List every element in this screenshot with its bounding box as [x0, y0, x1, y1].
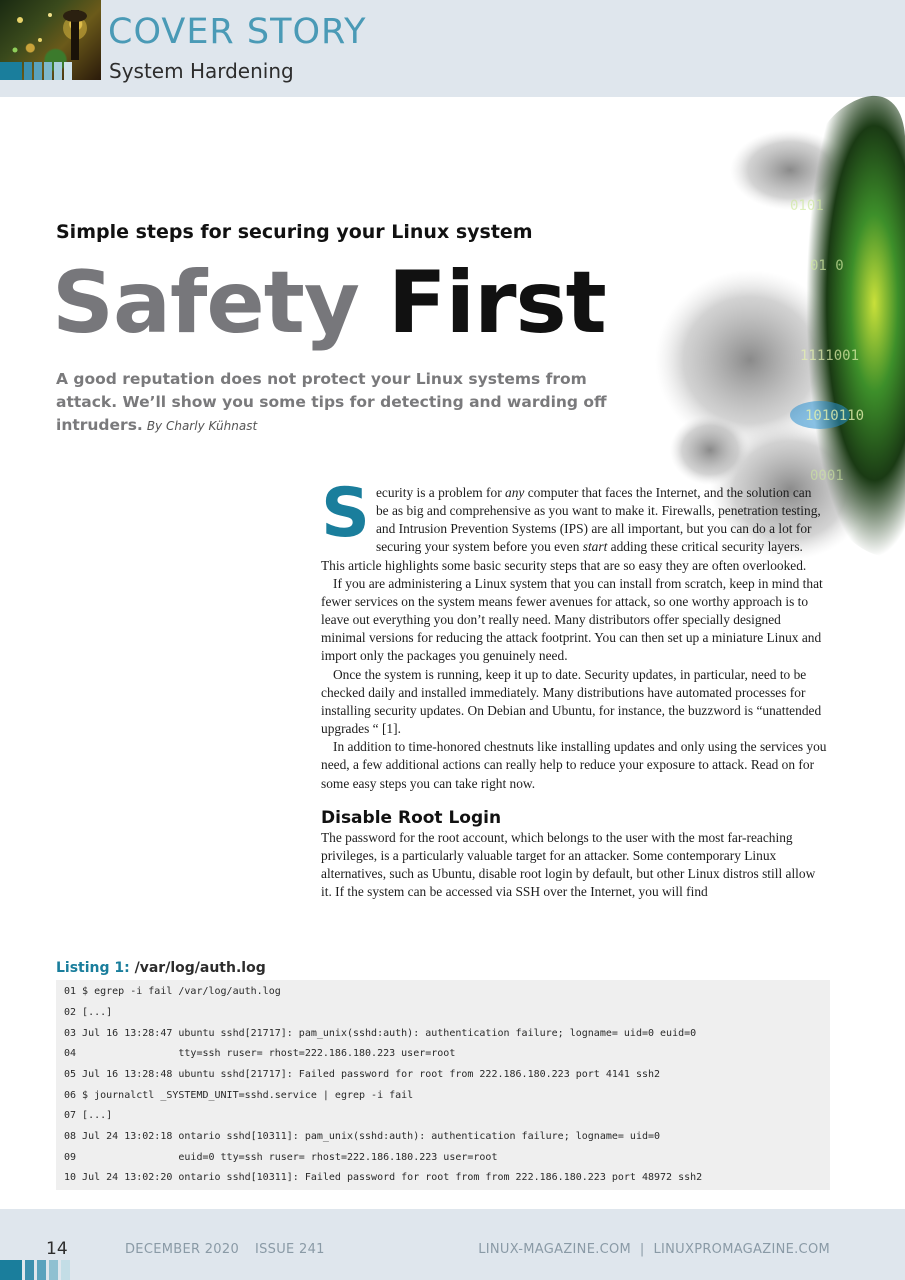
article-kicker: Simple steps for securing your Linux system — [56, 221, 533, 243]
code-line: 08 Jul 24 13:02:18 ontario sshd[10311]: pam_unix(sshd:auth): authentication failure; logname= uid=0 — [64, 1131, 661, 1142]
footer-date: DECEMBER 2020 — [125, 1242, 240, 1257]
drop-cap: S — [321, 474, 370, 553]
byline: By Charly Kühnast — [146, 419, 258, 433]
p1-emphasis-any: any — [505, 485, 525, 500]
thumbnail-color-bars — [0, 62, 101, 80]
code-line: 04 tty=ssh ruser= rhost=222.186.180.223 user=root — [64, 1048, 456, 1059]
listing-path: /var/log/auth.log — [129, 960, 266, 976]
section-title: COVER STORY — [108, 12, 367, 52]
code-line: 02 [...] — [64, 1007, 113, 1018]
svg-text:0101: 0101 — [790, 198, 824, 214]
footer-websites — [478, 1241, 830, 1259]
p1-emphasis-start: start — [582, 539, 608, 555]
paragraph-5: The password for the root account, which belongs to the user with the most far-reaching privileges, is a particularly valuable target for an attacker. Some contemporary Linux alternatives, such as Ubuntu, disable root login by default, but other Linux distros still allow it. If the system can be accessed via SSH over the Internet, you will find — [321, 829, 816, 900]
paragraph-4: In addition to time-honored chestnuts like installing updates and only using the services you need, a few additional actions can really help to reduce your exposure to attack. Read on for some easy steps you can take right now. — [321, 739, 827, 791]
code-line: 07 [...] — [64, 1110, 113, 1121]
listing-label: Listing 1: — [56, 960, 130, 976]
footer-issue: ISSUE 241 — [255, 1242, 325, 1257]
p1-text-b: computer that faces the Internet, and the solution can be as big and comprehensive as you want to make it. Firewalls, penetration testing, and Intrusion Prevention Systems (IPS) are all important, but you can do a lot for securing your system before you even — [375, 485, 821, 555]
section-subtitle: System Hardening — [109, 59, 294, 83]
headline-word-1: Safety — [52, 253, 359, 353]
code-line: 05 Jul 16 13:28:48 ubuntu sshd[21717]: Failed password for root from 222.186.180.223 port 4141 ssh2 — [64, 1069, 661, 1080]
deck-text: A good reputation does not protect your Linux systems from attack. We’ll show you some tips for detecting and warding off intruders. — [56, 370, 607, 434]
listing-title — [56, 958, 266, 978]
paragraph-3: Once the system is running, keep it up to date. Security updates, in particular, need to be checked daily and installed immediately. Many distributions have automated processes for installing security updates. On Debian and Ubuntu, for instance, the buzzword is “unattended upgrades “ [1]. — [321, 666, 822, 737]
subheading-disable-root-login: Disable Root Login — [321, 807, 502, 828]
article-body — [321, 474, 827, 901]
paragraph-2: If you are administering a Linux system that you can install from scratch, keep in mind that fewer services on the system means fewer avenues for attack, so one worthy approach is to leave out everything you don’t really need. Many distributors offer specially designed minimal versions for reducing the attack footprint. You can then set up a miniature Linux and import only the packages you genuinely need. — [321, 575, 823, 664]
page-number: 14 — [46, 1239, 68, 1259]
svg-text:1010110: 1010110 — [805, 408, 865, 424]
article-headline — [52, 248, 606, 358]
svg-text:0001: 0001 — [810, 468, 844, 484]
code-line: 01 $ egrep -i fail /var/log/auth.log — [64, 986, 281, 997]
footer-color-bars — [0, 1260, 80, 1280]
footer-sites-text: LINUX-MAGAZINE.COM | LINUXPROMAGAZINE.COM — [478, 1242, 830, 1257]
code-line: 03 Jul 16 13:28:47 ubuntu sshd[21717]: pam_unix(sshd:auth): authentication failure; logname= uid=0 euid=0 — [64, 1028, 697, 1039]
code-listing — [56, 980, 830, 1190]
code-line: 09 euid=0 tty=ssh ruser= rhost=222.186.180.223 user=root — [64, 1152, 498, 1163]
paragraph-1 — [321, 474, 827, 575]
p1-text-a: ecurity is a problem for — [375, 485, 506, 500]
code-line: 06 $ journalctl _SYSTEMD_UNIT=sshd.service | egrep -i fail — [64, 1090, 414, 1101]
code-line: 10 Jul 24 13:02:20 ontario sshd[10311]: Failed password for root from from 222.186.180.223 port 48972 ssh2 — [64, 1172, 703, 1183]
article-deck — [56, 368, 646, 438]
svg-text:01 0: 01 0 — [810, 258, 844, 274]
p1-text-c: adding these critical security layers. This article highlights some basic security steps that are so easy they are often overlooked. — [321, 539, 807, 573]
headline-word-2: First — [387, 253, 606, 353]
svg-text:1111001: 1111001 — [800, 348, 860, 364]
